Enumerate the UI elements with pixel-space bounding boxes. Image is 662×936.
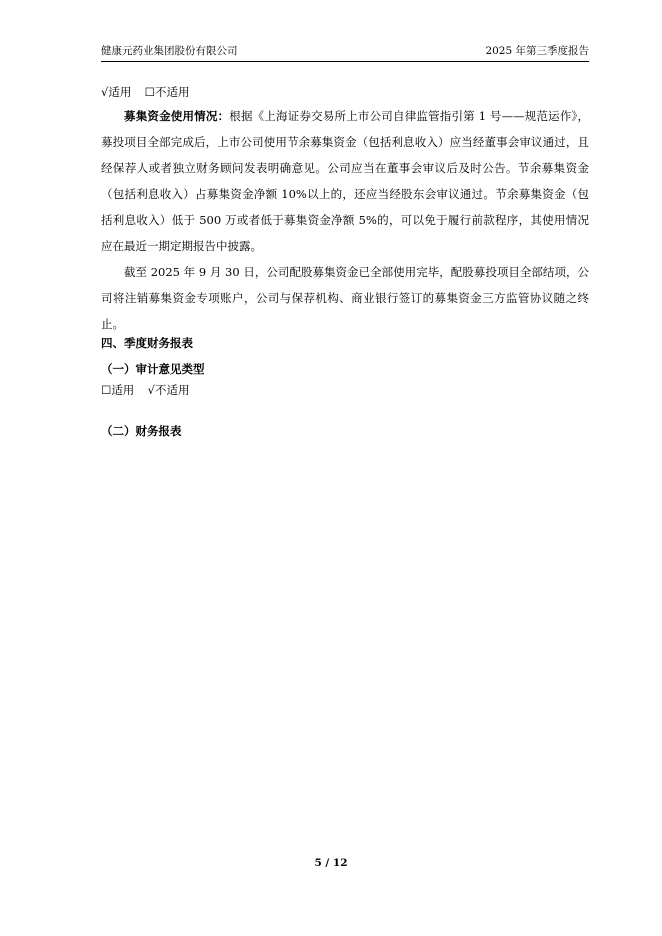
applicability-line-2 xyxy=(101,382,189,398)
fund-usage-lead: 募集资金使用情况： xyxy=(124,109,230,123)
fund-usage-paragraph xyxy=(101,103,589,259)
applicable-label: 适用 xyxy=(111,383,135,397)
checked-mark-icon: √ xyxy=(147,383,155,397)
page-header xyxy=(101,44,589,58)
applicable-label: 适用 xyxy=(108,85,132,99)
rights-issue-paragraph xyxy=(101,259,589,337)
not-applicable-label: 不适用 xyxy=(154,383,190,397)
not-applicable-label: 不适用 xyxy=(154,85,190,99)
unchecked-box-icon: ☐ xyxy=(144,85,155,99)
fund-usage-text: 根据《上海证券交易所上市公司自律监管指引第 1 号——规范运作》，募投项目全部完成后，上市公司使用节余募集资金（包括利息收入）应当经董事会审议通过，且经保荐人或者独立财务顾问发表明确意见。公司应当在董事会审议后及时公告。节余募集资金（包括利息收入）占募集资金净额 10%以上的，还应当经股东会审议通过。节余募集资金（包括利息收入）低于 500 万或者低于募集资金净额 5%的，可以免于履行前款程序，其使用情况应在最近一期定期报告中披露。 xyxy=(101,109,590,253)
header-report-title: 2025 年第三季度报告 xyxy=(485,45,589,57)
rights-issue-text: 截至 2025 年 9 月 30 日，公司配股募集资金已全部使用完毕，配股募投项目全部结项，公司将注销募集资金专项账户，公司与保荐机构、商业银行签订的募集资金三方监管协议随之终止。 xyxy=(101,265,589,331)
financial-statements-subtitle: （二）财务报表 xyxy=(101,424,182,438)
header-company-name: 健康元药业集团股份有限公司 xyxy=(101,45,238,57)
audit-opinion-subtitle: （一）审计意见类型 xyxy=(101,362,205,376)
header-divider xyxy=(101,61,589,62)
checked-mark-icon: √ xyxy=(101,85,109,99)
applicability-line-1 xyxy=(101,84,189,100)
unchecked-box-icon: ☐ xyxy=(101,383,112,397)
page-number: 5 / 12 xyxy=(314,857,348,869)
section-title: 四、季度财务报表 xyxy=(101,336,193,350)
